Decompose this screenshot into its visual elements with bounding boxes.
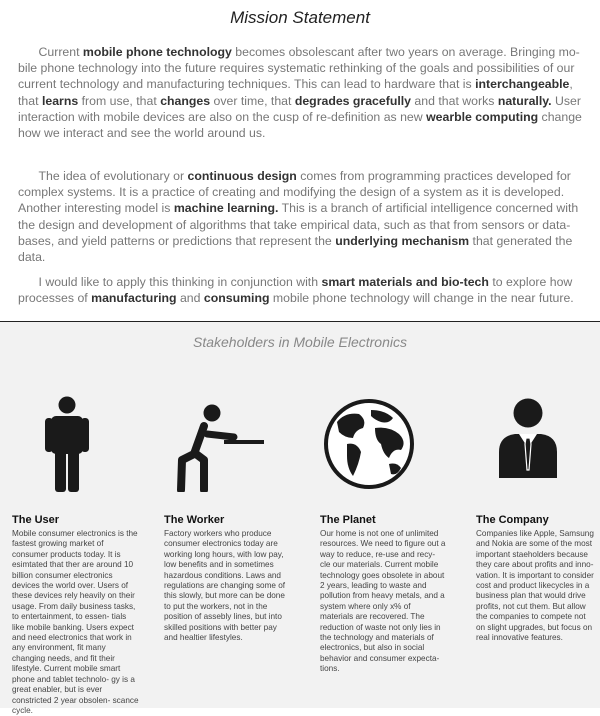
- body-text: over time, that: [210, 93, 295, 108]
- seated-worker-icon: [174, 404, 266, 492]
- emphasis-text: machine learning.: [173, 201, 279, 216]
- company-description: Companies like Apple, Samsung and Nokia are some of the most important staeholders because they care about profits and inno- vation. It is important to consider cost and product likecycles in a business plan that would drive profits, not cut them. But allow the companies to compete not on slight upgrades, but focus on real innovative features.: [476, 529, 594, 643]
- planet-heading: The Planet: [320, 514, 376, 526]
- body-text: This is a branch of artificial intelligence concerned with the design and development of algorithms that take empirical data, such as that from sensors or data- bases, and yield patterns or predictions that represent the: [18, 201, 579, 248]
- user-description: Mobile consumer electronics is the fastest growing market of consumer products today. It is esimtated that ther are around 10 billion consumer electronics devices the world over. Users of these devices rely heavily on their usage. From daily business tasks, to entertainment, to essen- tials like mobile banking. Users expect and need electronics that work in any environment, fit many changing needs, and fit their lifestyle. Current mobile smart phone and tablet technolo- gy is a great enabler, but is ever constricted 2 year obsolen- scance cycle.: [12, 529, 139, 715]
- planet-description: Our home is not one of unlimited resources. We need to figure out a way to reduce, re-use and recy- cle our materials. Current mobile technology goes obsolete in about 2 years, leading to waste and pollution from heavy metals, and a system where only x% of materials are recovered. The reduction of waste not only lies in the technology and materials of electronics, but also in social behavior and consumer expecta- tions.: [320, 529, 446, 674]
- body-text: to explore how processes of: [18, 275, 573, 306]
- body-text: comes from programming practices developed for complex systems. It is a practice of creating and modifying the design of a system as it is developed. Another interesting model is: [18, 169, 571, 216]
- mission-paragraph-3: [18, 274, 584, 306]
- emphasis-text: smart materials and bio-tech: [321, 275, 489, 289]
- emphasis-text: learns: [41, 93, 79, 108]
- body-text: The idea of evolutionary or: [18, 169, 188, 183]
- body-text: I would like to apply this thinking in conjunction with: [18, 275, 322, 289]
- mission-section: [0, 0, 600, 321]
- emphasis-text: consuming: [203, 291, 270, 306]
- mission-paragraph-2: [18, 168, 584, 265]
- emphasis-text: degrades gracefully: [294, 93, 412, 108]
- body-text: Current: [18, 45, 83, 59]
- standing-person-icon: [44, 396, 90, 492]
- body-text: mobile phone technology will change in the near future.: [269, 291, 574, 306]
- body-text: User interaction with mobile devices are also on the cusp of re-definition as new: [18, 93, 581, 124]
- businessman-icon: [497, 398, 559, 478]
- body-text: change how we interact and see the world around us.: [18, 109, 582, 141]
- body-text: and that works: [411, 93, 498, 108]
- stakeholders-title: Stakeholders in Mobile Electronics: [193, 334, 407, 350]
- worker-description: Factory workers who produce consumer electronics today are working long hours, with low pay, low benefits and in sometimes hazardous conditions. Laws and regulations are changing some of this slowly, but more can be done to put the workers, not in the position of assebly lines, but into skilled positions with better pay and healtier lifestyles.: [164, 529, 286, 643]
- body-text: from use, that: [78, 93, 161, 108]
- body-text: and: [176, 291, 204, 306]
- stakeholders-section: [0, 322, 600, 715]
- user-heading: The User: [12, 514, 60, 526]
- body-text: that generated the data.: [18, 233, 573, 265]
- body-text: , that: [18, 77, 573, 108]
- emphasis-text: interchangeable: [475, 77, 570, 92]
- company-heading: The Company: [476, 514, 549, 526]
- emphasis-text: wearble computing: [426, 109, 539, 124]
- emphasis-text: continuous design: [187, 169, 297, 183]
- worker-heading: The Worker: [164, 514, 225, 526]
- mission-paragraph-1: [18, 44, 584, 141]
- emphasis-text: changes: [160, 93, 211, 108]
- globe-icon: [323, 398, 415, 490]
- emphasis-text: naturally.: [497, 93, 552, 108]
- emphasis-text: underlying mechanism: [335, 233, 470, 248]
- emphasis-text: manufacturing: [91, 291, 177, 306]
- mission-title: Mission Statement: [230, 8, 370, 27]
- emphasis-text: mobile phone technology: [82, 45, 232, 59]
- body-text: becomes obsolescant after two years on average. Bringing mo- bile phone technology into the future requires systematic rethinking of the goals and possibilities of our current technology and manufacturing techniques. This can lead to hardware that is: [18, 45, 580, 92]
